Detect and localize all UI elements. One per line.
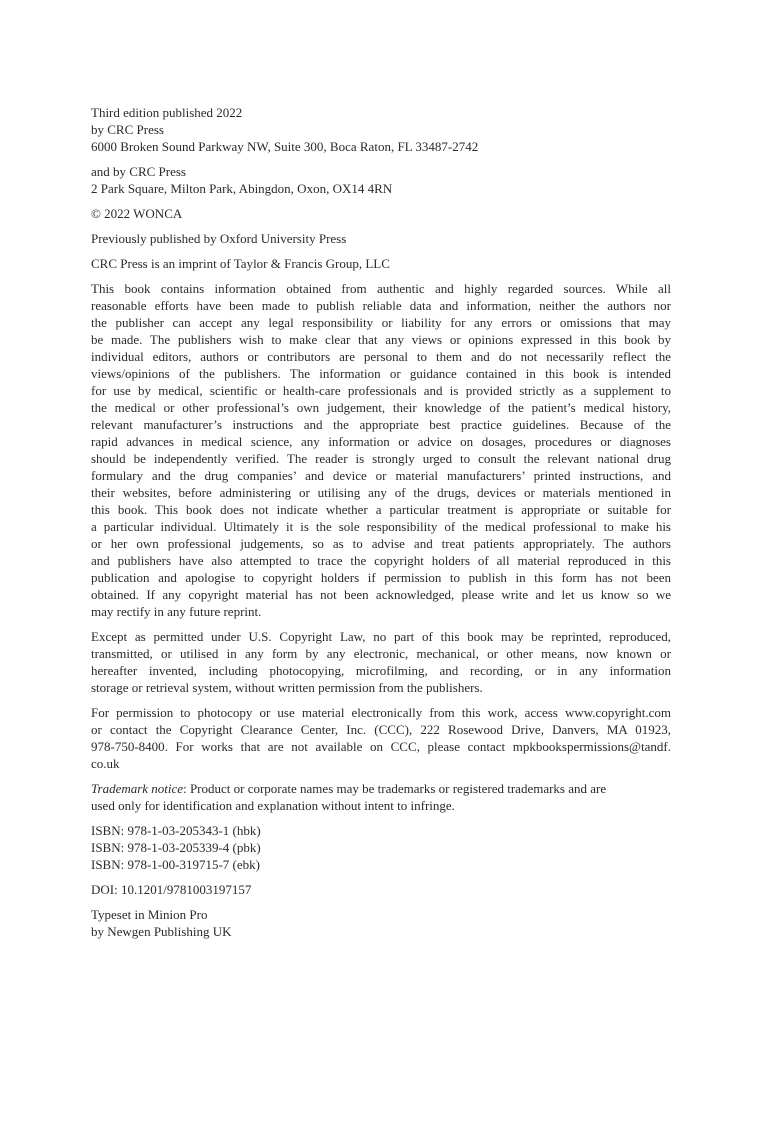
disclaimer-line: rapid advances in medical science, any information or advice on dosages, procedures or diagnoses [91,434,671,449]
disclaimer-line: and publishers have also attempted to trace the copyright holders of all material reproduced in this [91,553,671,568]
typesetter-line: by Newgen Publishing UK [91,924,232,939]
disclaimer-line: publication and apologise to copyright holders if permission to publish in this form has not been [91,570,671,585]
doi-line: DOI: 10.1201/9781003197157 [91,882,252,897]
photocopy-line: 978-750-8400. For works that are not available on CCC, please contact mpkbookspermissions@tandf. [91,739,671,754]
publisher-line: by CRC Press [91,122,164,137]
disclaimer-line: This book contains information obtained from authentic and highly regarded sources. While all [91,281,671,296]
copyright-line: © 2022 WONCA [91,206,183,221]
photocopy-line: For permission to photocopy or use material electronically from this work, access www.copyright.com [91,705,671,720]
disclaimer-line: reasonable efforts have been made to publish reliable data and information, neither the authors nor [91,298,671,313]
previously-line: Previously published by Oxford University Press [91,231,347,246]
isbn-ebk: ISBN: 978-1-00-319715-7 (ebk) [91,857,260,872]
second-publisher-info [91,163,671,197]
disclaimer-line: for use by medical, scientific or health-care professionals and is provided strictly as a supplement to [91,383,671,398]
copyright-page [91,104,671,948]
isbn-hbk: ISBN: 978-1-03-205343-1 (hbk) [91,823,261,838]
trademark-label: Trademark notice [91,781,184,796]
publication-info [91,104,671,155]
copyright-law-line: Except as permitted under U.S. Copyright Law, no part of this book may be reprinted, reproduced, [91,629,671,644]
disclaimer-line: should be independently verified. The reader is strongly urged to consult the relevant national drug [91,451,671,466]
typeset-info [91,906,671,940]
publisher-address: 6000 Broken Sound Parkway NW, Suite 300, Boca Raton, FL 33487-2742 [91,139,479,154]
disclaimer-line: relevant manufacturer’s instructions and the appropriate best practice guidelines. Because of the [91,417,671,432]
imprint-line: CRC Press is an imprint of Taylor & Francis Group, LLC [91,256,390,271]
disclaimer-line: obtained. If any copyright material has not been acknowledged, please write and let us know so we [91,587,671,602]
photocopy-line: or contact the Copyright Clearance Center, Inc. (CCC), 222 Rosewood Drive, Danvers, MA 01923, [91,722,671,737]
doi-block [91,881,671,898]
typeset-line: Typeset in Minion Pro [91,907,208,922]
photocopy-line: co.uk [91,756,120,771]
disclaimer-line: their websites, before administering or utilising any of the drugs, devices or materials mentioned in [91,485,671,500]
photocopy-permission-paragraph [91,704,671,772]
disclaimer-line: views/opinions of the publishers. The information or guidance contained in this book is intended [91,366,671,381]
trademark-notice [91,780,671,814]
previous-publication [91,230,671,247]
disclaimer-line: the medical or other professional’s own judgement, their knowledge of the patient’s medical history, [91,400,671,415]
disclaimer-line: this book. This book does not indicate whether a particular treatment is appropriate or suitable for [91,502,671,517]
copyright-law-line: hereafter invented, including photocopying, microfilming, and recording, or in any information [91,663,671,678]
disclaimer-line: or her own professional judgements, so as to advise and treat patients appropriately. The authors [91,536,671,551]
isbn-pbk: ISBN: 978-1-03-205339-4 (pbk) [91,840,261,855]
isbn-list [91,822,671,873]
imprint-notice [91,255,671,272]
trademark-text: : Product or corporate names may be trademarks or registered trademarks and are [183,781,607,796]
copyright-law-line: storage or retrieval system, without written permission from the publishers. [91,680,483,695]
disclaimer-paragraph [91,280,671,620]
second-publisher-address: 2 Park Square, Milton Park, Abingdon, Oxon, OX14 4RN [91,181,393,196]
disclaimer-line: the publisher can accept any legal responsibility or liability for any errors or omissions that may [91,315,671,330]
disclaimer-line: be made. The publishers wish to make clear that any views or opinions expressed in this book by [91,332,671,347]
disclaimer-line: formulary and the drug companies’ and device or material manufacturers’ printed instructions, and [91,468,671,483]
disclaimer-line: may rectify in any future reprint. [91,604,262,619]
trademark-text-line2: used only for identification and explanation without intent to infringe. [91,798,455,813]
copyright-law-paragraph [91,628,671,696]
edition-line: Third edition published 2022 [91,105,243,120]
second-publisher-line: and by CRC Press [91,164,186,179]
disclaimer-line: a particular individual. Ultimately it is the sole responsibility of the medical professional to make his [91,519,671,534]
copyright-law-line: transmitted, or utilised in any form by any electronic, mechanical, or other means, now known or [91,646,671,661]
copyright-notice [91,205,671,222]
disclaimer-line: individual editors, authors or contributors are personal to them and do not necessarily reflect the [91,349,671,364]
